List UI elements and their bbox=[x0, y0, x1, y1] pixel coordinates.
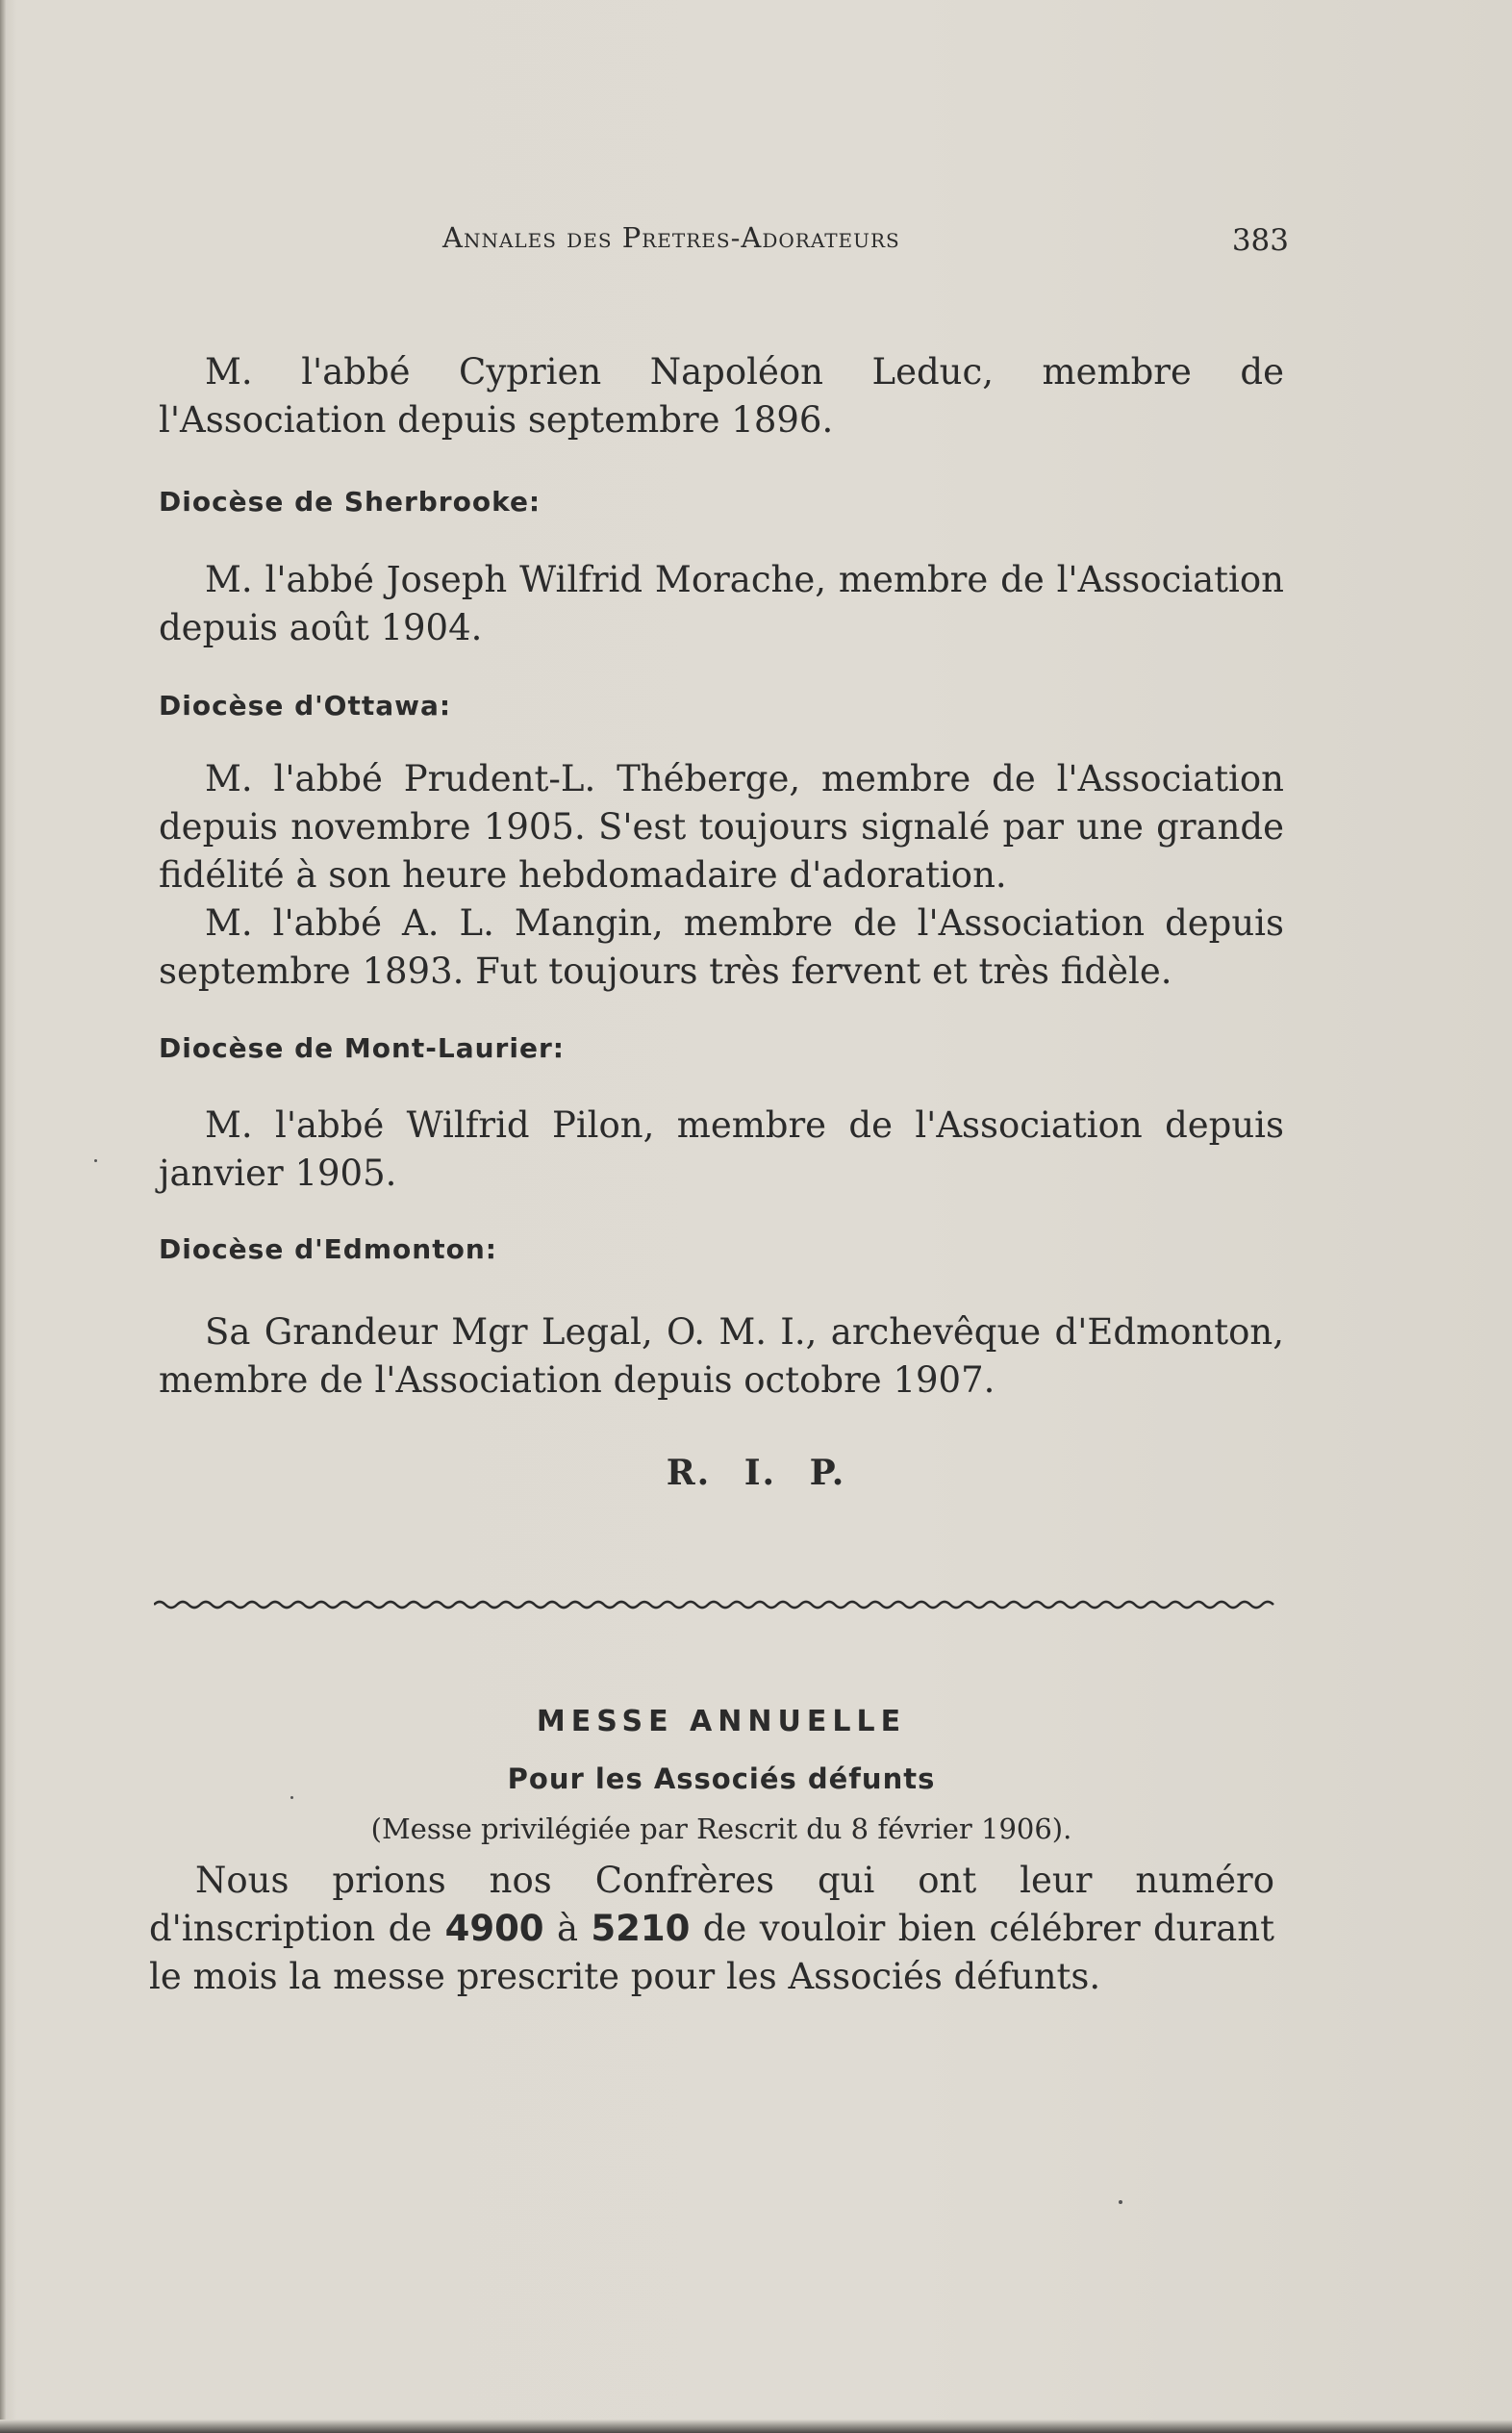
wavy-separator-line bbox=[154, 1602, 1273, 1608]
number-to: 5210 bbox=[591, 1908, 691, 1949]
paper-speck bbox=[1119, 2200, 1122, 2204]
entry-paragraph: Sa Grandeur Mgr Legal, O. M. I., archevêque d'Edmonton, membre de l'Association depuis octobre 1907. bbox=[159, 1311, 1284, 1401]
page-number: 383 bbox=[1231, 223, 1289, 258]
paper-speck bbox=[94, 1159, 97, 1162]
running-header bbox=[154, 221, 1289, 260]
rip-line: R. I. P. bbox=[666, 1453, 846, 1493]
entry-ottawa bbox=[159, 755, 1284, 996]
mass-body bbox=[149, 1857, 1274, 2001]
diocese-heading-sherbrooke: Diocèse de Sherbrooke: bbox=[159, 486, 542, 518]
entry-paragraph: M. l'abbé Prudent-L. Théberge, membre de l'Association depuis novembre 1905. S'est toujours signalé par une grande fidélité à son heure hebdomadaire d'adoration. bbox=[159, 758, 1284, 896]
page-bottom-edge bbox=[0, 2420, 1512, 2433]
mass-note: (Messe privilégiée par Rescrit du 8 février 1906). bbox=[370, 1812, 1072, 1845]
mass-body-text: Nous prions nos Confrères qui ont leur numéro d'inscription de bbox=[149, 1860, 1274, 1949]
diocese-heading-ottawa: Diocèse d'Ottawa: bbox=[159, 690, 452, 722]
mass-subtitle: Pour les Associés défunts bbox=[507, 1762, 936, 1795]
entry-leduc bbox=[159, 348, 1284, 444]
mass-body-text: à bbox=[543, 1908, 592, 1949]
diocese-heading-mont-laurier: Diocèse de Mont-Laurier: bbox=[159, 1032, 565, 1064]
mass-title: MESSE ANNUELLE bbox=[536, 1705, 907, 1738]
mass-body-text: de vouloir bien célébrer durant le mois la messe prescrite pour les Associés défunts. bbox=[149, 1908, 1274, 1997]
running-title: Annales des Pretres-Adorateurs bbox=[442, 221, 900, 254]
entry-paragraph: M. l'abbé Cyprien Napoléon Leduc, membre de l'Association depuis septembre 1896. bbox=[159, 351, 1284, 441]
diocese-heading-edmonton: Diocèse d'Edmonton: bbox=[159, 1233, 497, 1265]
page-left-edge bbox=[0, 0, 6, 2433]
entry-morache bbox=[159, 556, 1284, 652]
paper-speck bbox=[290, 1796, 293, 1799]
entry-paragraph: M. l'abbé Joseph Wilfrid Morache, membre de l'Association depuis août 1904. bbox=[159, 559, 1284, 648]
entry-pilon bbox=[159, 1102, 1284, 1198]
entry-legal bbox=[159, 1308, 1284, 1405]
wavy-separator bbox=[154, 1597, 1274, 1612]
number-from: 4900 bbox=[444, 1908, 544, 1949]
entry-paragraph: M. l'abbé A. L. Mangin, membre de l'Association depuis septembre 1893. Fut toujours très fervent et très fidèle. bbox=[159, 902, 1284, 992]
mass-paragraph bbox=[149, 1857, 1274, 2001]
entry-paragraph: M. l'abbé Wilfrid Pilon, membre de l'Association depuis janvier 1905. bbox=[159, 1104, 1284, 1194]
